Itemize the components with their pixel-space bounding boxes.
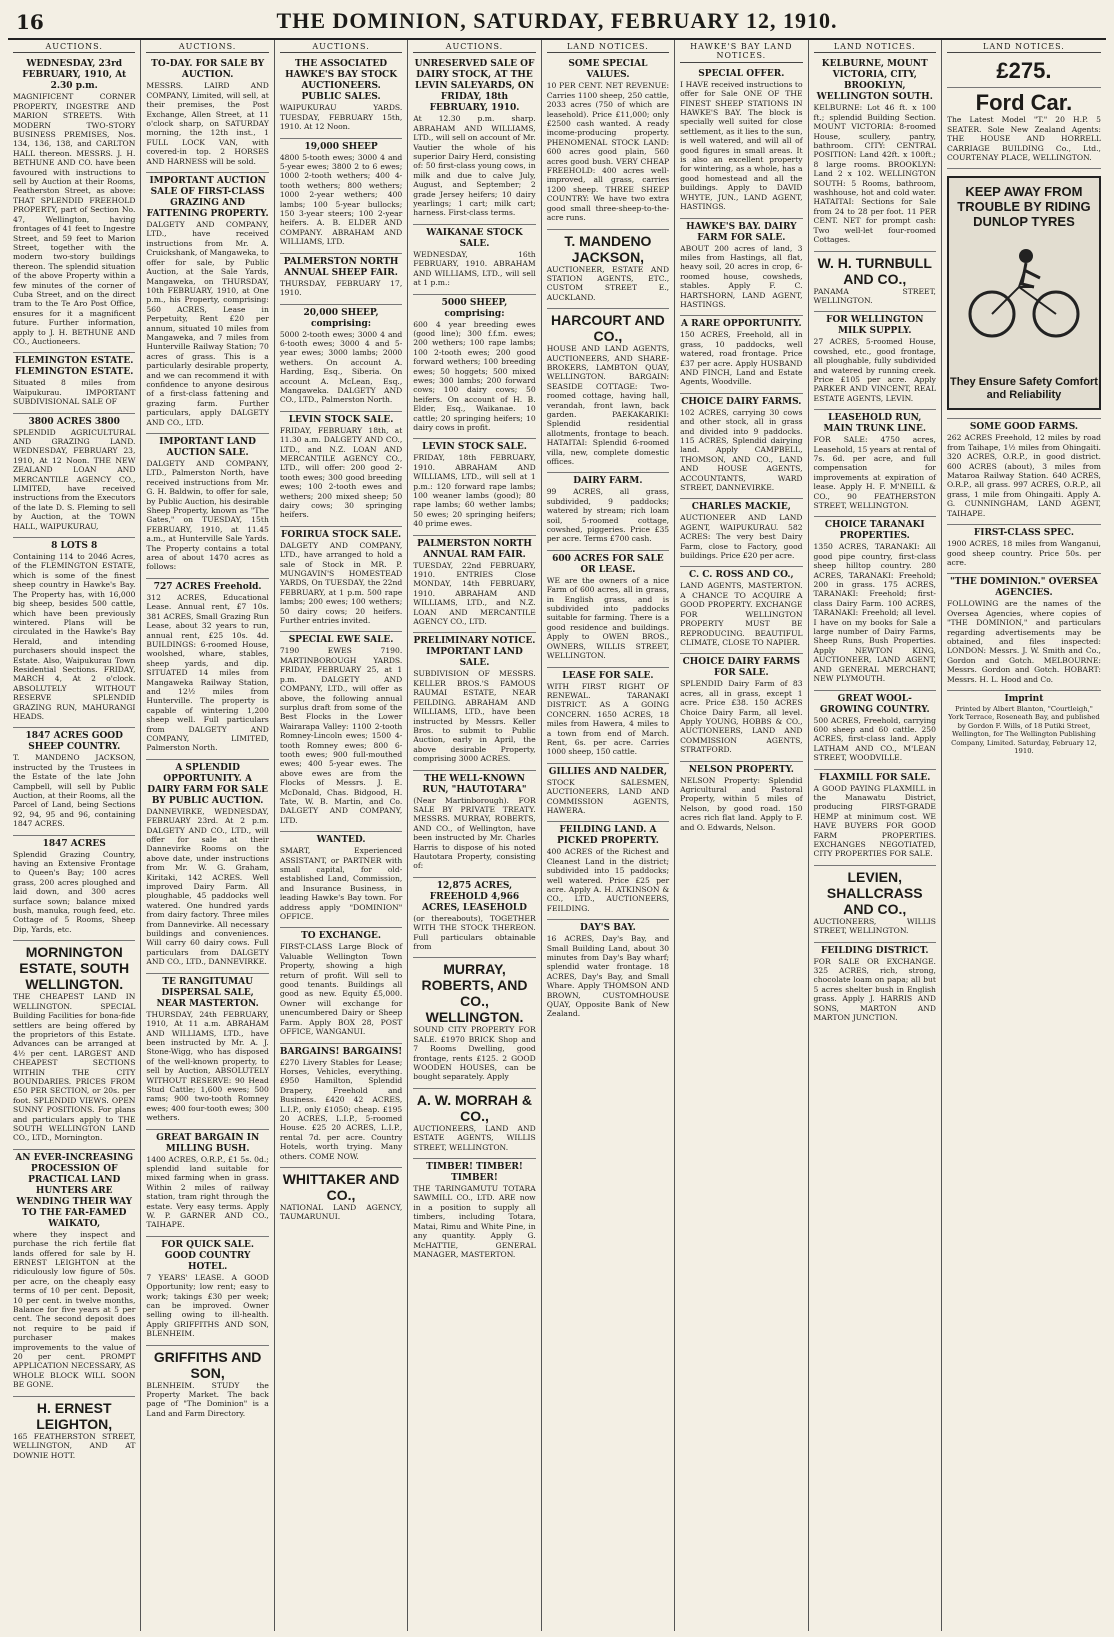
ad-heading: SOME SPECIAL VALUES. [568, 59, 648, 81]
advertisement [680, 219, 802, 317]
advertisement [947, 169, 1101, 419]
column-section-heading: HAWKE'S BAY LAND NOTICES. [680, 42, 802, 63]
advertisement [413, 1089, 535, 1159]
column-2 [141, 40, 274, 1631]
advertisement [680, 66, 802, 219]
ad-heading: PALMERSTON NORTH ANNUAL SHEEP FAIR. [283, 256, 399, 278]
advertisement [947, 419, 1101, 525]
ad-body-text: 165 FEATHERSTON STREET, WELLINGTON, AND AT DOWNIE HOTT. [13, 1431, 136, 1460]
column-section-heading: AUCTIONS. [280, 42, 402, 53]
advertisement [413, 536, 535, 634]
ad-body-text: TUESDAY, 22nd FEBRUARY, 1910. ENTRIES Close MONDAY, 14th FEBRUARY, 1910. ABRAHAM AND WILLIAMS, LTD., and N.Z. LOAN AND MERCANTILE AGENCY CO., LTD. [413, 560, 536, 627]
ad-body-text: DALGETY AND COMPANY, LTD., Palmerston North, have received instructions from Mr. G. H. Baldwin, to offer for sale, by Public Auction, his desirable Sheep Property, known as "The Gates," on TUESDAY, 15th FEBRUARY, 1910, at 11.45 a.m., at Hunterville Sale Yards. The Property contains a total area of about 1470 acres as follows: [146, 459, 269, 572]
ad-body-text: PANAMA STREET, WELLINGTON. [813, 286, 936, 305]
ad-heading: SPECIAL EWE SALE. [288, 635, 394, 646]
ad-heading: PALMERSTON NORTH ANNUAL RAM FAIR. [417, 538, 532, 560]
masthead [8, 4, 1106, 40]
ad-heading: Imprint [1004, 693, 1044, 704]
ad-heading: W. H. TURNBULL AND CO., [817, 254, 932, 287]
ad-heading: FOR QUICK SALE. GOOD COUNTRY HOTEL. [161, 1239, 254, 1272]
ad-heading: 600 ACRES FOR SALE OR LEASE. [552, 553, 664, 575]
advertisement [13, 728, 135, 835]
ad-heading: 1847 ACRES GOOD SHEEP COUNTRY. [25, 731, 123, 753]
advertisement [413, 771, 535, 878]
ad-heading: T. MANDENO JACKSON, [564, 232, 652, 265]
ad-heading: FEILDING DISTRICT. [820, 945, 929, 956]
ad-heading: WAIKANAE STOCK SALE. [426, 227, 523, 249]
advertisement [280, 1044, 402, 1168]
ad-heading: PRELIMINARY NOTICE. IMPORTANT LAND SALE. [413, 636, 536, 669]
advertisement [280, 928, 402, 1043]
ad-heading: FLEMINGTON ESTATE. FLEMINGTON ESTATE. [15, 356, 134, 378]
column-3 [275, 40, 408, 1631]
ad-body-text: MAGNIFICENT CORNER PROPERTY, INGESTRE AND MARION STREETS. With MODERN TWO-STORY BUSINESS PREMISES, Nos. 134, 136, 138, and CARLTON HALL thereon. MESSRS. J. H. BETHUNE AND CO. have been favoured with instructions to sell by Auction at their Rooms, Featherston Street, as above: THAT SPLENDID FREEHOLD PROPERTY, part of Section No. 47, Wellington, having frontages of 41 feet to Ingestre Street, and 59 feet to Marion Street, together with the modern two-story buildings thereon. The splendid situation of the above Property within a few minutes of the corner of Cuba Street, and on the direct tram to the Te Aro Post Office, ensures for it a magnificent future. Further information, apply to J. H. BETHUNE AND CO., Auctioneers. [13, 92, 136, 346]
ad-body-text: WITH FIRST RIGHT OF RENEWAL. TARANAKI DISTRICT. AS A GOING CONCERN. 1650 ACRES, 18 miles from Hawera, 4 miles to a town from end of March. Rent, 6s. per acre. Carries 1000 sheep, 150 cattle. [546, 681, 670, 757]
ad-body-text: SMART, Experienced ASSISTANT, or PARTNER with small capital, for old-established Land, Commission, and Insurance Business, in leading Hawke's Bay town. For address apply "DOMINION" OFFICE. [279, 846, 403, 922]
ad-body-text: 16 ACRES, Day's Bay, and Small Building Land, about 30 minutes from Day's Bay wharf; splendid water frontage. 18 ACRES, Day's Bay, and Small Whare. Apply THOMSON AND BROWN, CUSTOMHOUSE QUAY, Opposite Bank of New Zealand. [546, 934, 670, 1019]
ad-heading: WHITTAKER AND CO., [282, 1170, 400, 1203]
ad-heading: DAY'S BAY. [580, 923, 636, 934]
advertisement [146, 173, 268, 434]
advertisement [280, 832, 402, 928]
ad-body-text: FRIDAY, FEBRUARY 18th, at 11.30 a.m. DALGETY AND CO., LTD., and N.Z. LOAN AND MERCANTILE AGENCY CO., LTD., will offer: 200 good 2-tooth ewes; 300 good breeding ewes; 100 2-tooth ewes and wethers; 200 mixed sheep; 50 dairy cows; 30 springing heifers. [279, 425, 403, 520]
advertisement [13, 1150, 135, 1397]
ad-body-text: SPLENDID Dairy Farm of 83 acres, all in grass, except 1 acre. Price £38. 150 ACRES Choice Dairy Farm, all level. Apply YOUNG, HOBBS & CO., AUCTIONEERS, LAND AND COMMISSION AGENTS, STRATFORD. [680, 679, 803, 755]
advertisement [413, 1159, 535, 1265]
advertisement [146, 1130, 268, 1237]
ad-body-text: The Latest Model "T." 20 H.P. 5 SEATER. Sole New Zealand Agents: THE HOUSE AND HORRELL CARRIAGE BUILDING Co., Ltd., COURTENAY PLACE, WELLINGTON. [946, 115, 1101, 163]
ad-body-text: THE TARINGAMUTU TOTARA SAWMILL CO., LTD. ARE now in a position to supply all timbers, including Totara, Matai, Rimu and White Pine, in any quantity. Apply G. McHATTIE, GENERAL MANAGER, MASTERTON. [413, 1184, 536, 1259]
ad-body-text: At 12.30 p.m. sharp. ABRAHAM AND WILLIAMS, LTD., will sell on account of Mr. Vautier the whole of his superior Dairy Herd, consisting of: 50 first-class young cows, in milk and due to calve July, August, and September; 2 grade Jersey heifers; 10 dairy yearlings; 1 cart; milk cart; harness. First-class terms. [413, 114, 536, 218]
advertisement [13, 1397, 135, 1466]
advertisement [814, 312, 936, 410]
advertisement [680, 654, 802, 761]
advertisement [13, 56, 135, 353]
column-1 [8, 40, 141, 1631]
advertisement [547, 551, 669, 668]
ad-heading: LEVIEN, SHALLCRASS AND CO., [826, 868, 923, 917]
ad-body-text: 600 4 year breeding ewes (good line); 300 f.f.m. ewes; 200 wethers; 100 rape lambs; 100 2-tooth ewes; 200 good forward wethers; 100 breeding ewes; 50 hoggets; 500 mixed ewes; 300 lambs; 200 forward cows; 100 dairy cows; 50 heifers. On account of H. B. Elder, Esq., Waikanae. 10 cattle; 20 springing heifers; 10 dairy cows in profit. [413, 319, 536, 432]
ad-heading: FORIRUA STOCK SALE. [281, 529, 402, 540]
ad-heading: LEASE FOR SALE. [562, 670, 654, 681]
ad-heading: 5000 SHEEP, comprising: [441, 297, 508, 319]
advertisement [280, 527, 402, 633]
ad-heading: CHOICE DAIRY FARMS FOR SALE. [682, 657, 801, 679]
ad-body-text: A GOOD PAYING FLAXMILL in the Manawatu District, producing FIRST-GRADE HEMP at minimum cost. WE HAVE BUYERS FOR GOOD FARM PROPERTIES. EXCHANGES NEGOTIATED, CITY PROPERTIES FOR SALE. [813, 783, 936, 859]
advertisement [814, 410, 936, 517]
column-6 [675, 40, 808, 1631]
advertisement [146, 56, 268, 173]
ad-heading: 727 ACRES Freehold. [153, 581, 262, 592]
ad-body-text: FOLLOWING are the names of the Oversea Agencies, where copies of "THE DOMINION," and particulars regarding advertisements may be obtained, and files inspected: LONDON: Messrs. J. W. Smith and Co., Gordon and Gotch. MELBOURNE: Messrs. Gordon and Gotch. HOBART: Messrs. H. L. Hood and Co. [946, 599, 1101, 684]
ad-body-text: WE are the owners of a nice Farm of 600 acres, all in grass, in English grass, and is subdivided into paddocks suitable for farming. There is a good residence and buildings. Apply to OWEN BROS., OWNERS, WILLIS STREET, WELLINGTON. [546, 575, 670, 661]
advertisement [413, 633, 535, 770]
advertisement [13, 538, 135, 728]
ad-heading: HARCOURT AND CO., [550, 312, 665, 345]
ad-body-text: 400 ACRES of the Richest and Cleanest Land in the district; subdivided into 15 paddocks; well watered. Price £25 per acre. Apply A. H. ATKINSON & CO., LTD., AUCTIONEERS, FEILDING. [546, 847, 670, 913]
column-section-heading: AUCTIONS. [13, 42, 135, 53]
column-section-heading: AUCTIONS. [146, 42, 268, 53]
ad-heading: A RARE OPPORTUNITY. [680, 319, 802, 330]
ad-heading: THE WELL-KNOWN RUN, "HAUTOTARA" [422, 773, 527, 795]
ad-body-text: ABOUT 200 acres of land, 3 miles from Hastings, all flat, heavy soil, 20 acres in crop, 6-roomed house, cowsheds, stables. Apply F. C. HARTSHORN, LAND AGENT, HASTINGS. [680, 243, 803, 309]
ad-body-text: THURSDAY, FEBRUARY 17, 1910. [279, 278, 403, 298]
ad-heading: WANTED. [316, 835, 366, 846]
ad-heading: SPECIAL OFFER. [698, 68, 785, 79]
ad-body-text: MESSRS. LAIRD AND COMPANY, Limited, will sell, at their premises, the Post Exchange, Allen Street, at 11 o'clock sharp, on SATURDAY morning, the 12th inst., 1 FULL LOCK VAN, with covered-in top. 2 HORSES AND HARNESS will be sold. [146, 81, 269, 166]
advertisement [146, 1346, 268, 1425]
ad-heading: AN EVER-INCREASING PROCESSION OF PRACTICAL LAND HUNTERS ARE WENDING THEIR WAY TO THE FAR-FAMED WAIKATO, [15, 1152, 134, 1229]
dunlop-tyres-poster [947, 176, 1101, 410]
ad-body-text: Situated 8 miles from Waipukurau. IMPORTANT SUBDIVISIONAL SALE OF [13, 378, 136, 407]
ad-body-text: 500 ACRES, Freehold, carrying 600 sheep and 60 cattle. 250 ACRES, first-class land. Apply LATHAM AND CO., M'LEAN STREET, WOODVILLE. [813, 715, 936, 763]
ad-body-text: 1400 ACRES, O.R.P., £1 5s. 0d.; splendid land suitable for mixed farming when in grass. Within 2 miles of railway station, tram right through the estate. Very easy terms. Apply W. P. GARNER AND CO., TAIHAPE. [146, 1154, 269, 1230]
ad-body-text: WAIPUKURAU YARDS. TUESDAY, FEBRUARY 15th, 1910. At 12 Noon. [279, 103, 403, 132]
ad-body-text: FRIDAY, 18th FEBRUARY, 1910. ABRAHAM AND WILLIAMS, LTD., will sell at 1 p.m.: 120 forward rape lambs; 100 weaner lambs (good); 80 rape lambs; 60 wether lambs; 50 ewes; 20 springing heifers; 40 prime ewes. [413, 453, 536, 529]
column-5 [542, 40, 675, 1631]
ad-heading: LEVIN STOCK SALE. [288, 414, 394, 425]
advertisement [947, 691, 1101, 761]
advertisement [280, 305, 402, 412]
ad-heading: LEASEHOLD RUN, MAIN TRUNK LINE. [823, 413, 926, 435]
ad-heading: BARGAINS! BARGAINS! [279, 1046, 403, 1057]
ad-heading: NELSON PROPERTY. [688, 764, 794, 775]
advertisement [280, 1168, 402, 1228]
advertisement [547, 56, 669, 229]
advertisement [146, 760, 268, 974]
ad-body-text: SUBDIVISION OF MESSRS. KELLER BROS.'S FAMOUS RAUMAI ESTATE, NEAR FEILDING. ABRAHAM AND WILLIAMS, LTD., have been instructed by Messrs. Keller Bros. to submit to Public Auction, early in April, the above desirable Property, comprising 3000 ACRES. [413, 669, 536, 764]
advertisement [280, 632, 402, 832]
advertisement [413, 295, 535, 440]
ad-heading: KELBURNE, MOUNT VICTORIA, CITY, BROOKLYN, WELLINGTON SOUTH. [816, 59, 933, 103]
ad-heading: H. ERNEST LEIGHTON, [36, 1399, 113, 1432]
ad-body-text: 7 YEARS' LEASE. A GOOD Opportunity; low rent; easy to work; takings £30 per week; can be improved. Owner selling owing to ill-health. Apply GRIFFITHS AND SON, BLENHEIM. [146, 1272, 269, 1339]
advertisement [280, 139, 402, 254]
ad-body-text: 27 ACRES, 5-roomed House, cowshed, etc., good frontage, all ploughable, fully subdivided and watered by running creek. Price £105 per acre. Apply PARKER AND VINCENT, REAL ESTATE AGENTS, LEVIN. [813, 337, 936, 403]
ad-body-text: AUCTIONEERS, LAND AND ESTATE AGENTS, WILLIS STREET, WELLINGTON. [413, 1123, 536, 1152]
ad-heading: 3800 ACRES 3800 [28, 416, 120, 427]
advertisement [814, 56, 936, 251]
ad-heading: TO-DAY. FOR SALE BY AUCTION. [151, 59, 265, 81]
ad-body-text: I HAVE received instructions to offer for Sale ONE OF THE FINEST SHEEP STATIONS IN HAWKE'S BAY. The block is specially well suited for close settlement, as it lies to the sun, is well watered, and will all of good figures in small areas. It is also an excellent property for wintering, as a whole, has a good homestead and all the buildings. Apply to DAVID WHYTE, JUN., LAND AGENT, HASTINGS. [680, 79, 803, 212]
advertisement [947, 88, 1101, 169]
ad-body-text: 10 PER CENT. NET REVENUE: Carries 1100 sheep, 250 cattle, 2033 acres (750 of which are leasehold). Price £11,000; only £2500 cash wanted. A ready income-producing property. PHENOMENAL STOCK LAND: 600 acres good plain, 560 acres good bush. VERY CHEAP FREEHOLD: 400 acres well-improved, all grass, carries 1200 sheep. THREE SHEEP COUNTRY: We have two extra good small three-sheep-to-the-acre runs. [546, 81, 670, 223]
ad-body-text: 5000 2-tooth ewes; 3000 4 and 6-tooth ewes; 3000 4 and 5-year ewes; 3000 lambs; 2000 wethers. On account A. Harding, Esq., Siberia. On account A. McLean, Esq., Mangaweka. DALGETY AND CO., LTD., Palmerston North. [279, 329, 403, 405]
ad-body-text: where they inspect and purchase the rich fertile flat lands offered for sale by H. ERNEST LEIGHTON at the ridiculously low figure of 50s. per acre, on the cheaply easy terms of 10 per cent. Deposit, 10 per cent. in twelve months, Balance for five years at 5 per cent. The second deposit does not require to be paid if purchaser makes improvements to the value of 20 per cent. PROMPT APPLICATION NECESSARY, AS WHOLE BLOCK WILL SOON BE GONE. [13, 1229, 136, 1390]
ad-body-text: AUCTIONEERS, WILLIS STREET, WELLINGTON. [813, 916, 936, 936]
ad-heading: DAIRY FARM. [573, 476, 643, 487]
ad-heading: 8 LOTS 8 [51, 541, 98, 552]
ad-heading: THE ASSOCIATED HAWKE'S BAY STOCK AUCTIONEERS. PUBLIC SALES. [285, 59, 398, 103]
advertisement [280, 56, 402, 138]
advertisement [146, 974, 268, 1130]
ad-body-text: DALGETY AND COMPANY, LTD., have arranged to hold a sale of Stock in MR. P. MUNGAVIN'S HOMESTEAD YARDS, On TUESDAY, the 22nd FEBRUARY, at 1 p.m. 500 rape lambs; 200 ewes; 100 wethers; 50 dairy cows; 20 heifers. Further entries invited. [279, 540, 403, 626]
advertisement [547, 473, 669, 550]
ad-heading: SOME GOOD FARMS. [969, 422, 1079, 433]
ad-heading: TIMBER! TIMBER! TIMBER! [426, 1162, 523, 1184]
advertisement [413, 958, 535, 1088]
advertisement [814, 252, 936, 313]
ad-body-text: AUCTIONEER, ESTATE AND STATION AGENTS, ETC., CUSTOM STREET E., AUCKLAND. [546, 264, 670, 302]
newspaper-title: THE DOMINION, SATURDAY, FEBRUARY 12, 1910. [276, 8, 838, 33]
advertisement [547, 668, 669, 764]
ad-body-text: SPLENDID AGRICULTURAL AND GRAZING LAND. WEDNESDAY, FEBRUARY 23, 1910, At 12 Noon. THE NEW ZEALAND LOAN AND MERCANTILE AGENCY CO., LIMITED, have received instructions from the Executors of the late D. S. Fleming to sell by Auction, at the TOWN HALL, WAIPUKURAU, [13, 427, 136, 531]
ad-body-text: 4800 5-tooth ewes; 3000 4 and 5-year ewes; 3800 2 to 6 ewes; 1000 2-tooth wethers; 400 4-tooth wethers; 800 wethers; 1000 2-year wethers; 400 lambs; 100 5-year bullocks; 150 3-year steers; 100 2-year heifers. A. B. ELDER AND COMPANY. ABRAHAM AND WILLIAMS, LTD. [279, 152, 403, 247]
ad-heading: £275. [996, 58, 1052, 84]
ad-body-text: WEDNESDAY, 16th FEBRUARY, 1910. ABRAHAM AND WILLIAMS, LTD., will sell at 1 p.m.: [413, 249, 536, 288]
ad-heading: GRIFFITHS AND SON, [153, 1348, 262, 1381]
advertisement [413, 56, 535, 224]
ad-heading: LEVIN STOCK SALE. [422, 442, 527, 453]
advertisement [13, 353, 135, 413]
column-8 [942, 40, 1106, 1631]
advertisement [146, 434, 268, 579]
ad-heading: Ford Car. [975, 90, 1073, 116]
ad-heading: FLAXMILL FOR SALE. [819, 772, 931, 783]
ad-heading: IMPORTANT LAND AUCTION SALE. [159, 437, 256, 458]
ad-heading: FEILDING LAND. A PICKED PROPERTY. [556, 825, 659, 847]
advertisement [13, 836, 135, 942]
ad-body-text: FOR SALE OR EXCHANGE. 325 ACRES, rich, strong, chocolate loam on papa; all but 5 acres shelter bush in English grass. Apply J. HARRIS AND SONS, MARTON AND MARTON JUNCTION. [813, 956, 936, 1023]
ad-body-text: FIRST-CLASS Large Block of Valuable Wellington Town Property, showing a high return of profit. Will sell to good tenants. Buildings all good as new. Equity £5,000. Owner will exchange for unencumbered Dairy or Sheep Farm. Apply BOX 28, POST OFFICE, WANGANUI. [279, 942, 403, 1037]
ad-body-text: (Near Martinborough). FOR SALE BY PRIVATE TREATY. MESSRS. MURRAY, ROBERTS, AND CO., of Wellington, have been instructed by Mr. Charles Harris to dispose of his noted Hautotara Property, consisting of: [413, 795, 536, 871]
advertisement [547, 920, 669, 1025]
advertisement [146, 1237, 268, 1346]
ad-heading: HAWKE'S BAY. DAIRY FARM FOR SALE. [686, 221, 797, 243]
ad-body-text: 102 ACRES, carrying 30 cows and other stock, all in grass and divided into 9 paddocks. 115 ACRES, Splendid dairying land. Apply CAMPBELL, THOMSON, AND CO., LAND AND HOUSE AGENTS, ACCOUNTANTS, WARD STREET, DANNEVIRKE. [680, 407, 803, 493]
columns-container [8, 40, 1106, 1631]
ad-body-text: AUCTIONEER AND LAND AGENT, WAIPUKURAU. 582 ACRES: The very best Dairy Farm, close to Factory, good buildings. Price £20 per acre. [680, 513, 803, 561]
poster-tagline: They Ensure Safety Comfort and Reliability [949, 376, 1098, 402]
ad-body-text: Splendid Grazing Country, having an Extensive Frontage to Queen's Bay; 100 acres grass, 200 acres ploughed and laid down, and 300 acres surface sown; balance mixed bush, manuka, rough feed, etc. Cottage of 5 Rooms, Sheep Dip, Yards, etc. [13, 849, 136, 934]
advertisement [413, 439, 535, 535]
ad-body-text: 1350 ACRES, TARANAKI: All good pipe country, first-class sheep hilltop country. 280 ACRES, TARANAKI: Freehold; 200 in grass. 175 ACRES, TARANAKI: Freehold; first-class Dairy Farm. 100 ACRES, TARANAKI: Freehold; all level. I have on my books for Sale a large number of Dairy Farms, Sheep Runs, Bush Properties. Apply NEWTON KING, AUCTIONEER, LAND AGENT, AND GENERAL MERCHANT, NEW PLYMOUTH. [813, 542, 936, 684]
ad-body-text: £270 Livery Stables for Lease; Horses, Vehicles, everything. £950 Hamilton, Splendid Drapery, Freehold and Business. £420 42 ACRES, L.I.P., only £1050; cheap. £195 20 ACRES, L.I.P., 5-roomed House. £25 20 ACRES, L.I.P., rental 7d. per acre. Country Hotels, worth trying. Many others. COME NOW. [279, 1057, 403, 1161]
ad-body-text: (or thereabouts), TOGETHER WITH THE STOCK THEREON. Full particulars obtainable from [413, 913, 536, 951]
page-number: 16 [16, 10, 44, 34]
advertisement [680, 316, 802, 393]
ad-body-text: T. MANDENO JACKSON, instructed by the Trustees in the Estate of the late John Campbell, will sell by Public Auction, at their Rooms, all the Parcel of Land, being Sections 92, 94, 95 and 96, containing 1847 ACRES. [13, 753, 136, 829]
ad-heading: GREAT WOOL-GROWING COUNTRY. [819, 693, 930, 715]
ad-body-text: 99 ACRES, all grass, subdivided, 9 paddocks; watered by stream; rich loam soil, 5-roomed cottage, cowshed, piggeries. Price £35 per acre. Terms £700 cash. [546, 487, 670, 544]
advertisement [13, 414, 135, 538]
ad-body-text: Printed by Albert Blanton, "Courtleigh," York Terrace, Roseneath Bay, and published by Gordon F. Wills, of 18 Putiki Street, Wellington, for The Wellington Publishing Company, Limited. Saturday, February 12, 1910. [948, 704, 1100, 755]
ad-body-text: THURSDAY, 24th FEBRUARY, 1910, At 11 a.m. ABRAHAM AND WILLIAMS, LTD., have been instructed by Mr. A. J. Stone-Wigg, who has disposed of the well-known property, to sell by Auction, ABSOLUTELY WITHOUT RESERVE: 90 Head Stud Cattle; 1,600 ewes; 500 rams; 900 two-tooth Romney ewes; 400 four-tooth ewes; 300 wethers. [146, 1009, 269, 1123]
cyclist-illustration-icon [964, 242, 1084, 342]
ad-heading: CHOICE TARANAKI PROPERTIES. [824, 520, 925, 542]
ad-heading: 19,000 SHEEP [304, 141, 378, 152]
ad-body-text: Containing 114 to 2046 Acres, of the FLEMINGTON ESTATE, which is some of the finest sheep country in Hawke's Bay. The Property has, with 16,000 big sheep, besides 500 cattle, which have been previously wintered. Plans will be circulated in the Hawke's Bay Herald, and intending purchasers should inspect the Estate. Also, Waipukurau Town Residential Sections. FRIDAY, MARCH 4, At 2 o'clock. ABSOLUTELY WITHOUT RESERVE SPLENDID GRAZING RUN, MAHURANGI HEADS. [13, 552, 136, 721]
column-section-heading: LAND NOTICES. [814, 42, 936, 53]
ad-body-text: 262 ACRES Freehold, 12 miles by road from Taihape, 1½ miles from Ohingaiti. 320 ACRES, O.R.P., in good district. 600 ACRES (about), 3 miles from Mataroa Railway Station. 640 ACRES, O.R.P., all grass. 997 ACRES, O.R.P., all grass, 1 mile from Ohingaiti. Apply A. G. CUNNINGHAM, LAND AGENT, TAIHAPE. [946, 433, 1101, 518]
ad-body-text: 312 ACRES, Educational Lease. Annual rent, £7 10s. 381 ACRES, Small Grazing Run Lease, about 32 years to run, annual rent, £25 10s. 4d. BUILDINGS: 6-roomed House, woolshed, whare, stables, sheep yards, and dip. SITUATED 14 miles from Mangaweka Railway Station, and 12½ miles from Hunterville. The property is capable of wintering 1,200 sheep well. Full particulars from DALGETY AND COMPANY, LIMITED, Palmerston North. [146, 592, 269, 753]
advertisement [680, 499, 802, 567]
ad-heading: TE RANGITUMAU DISPERSAL SALE, NEAR MASTERTON. [156, 976, 259, 1009]
ad-heading: "THE DOMINION." OVERSEA AGENCIES. [949, 577, 1098, 599]
advertisement [547, 764, 669, 823]
advertisement [413, 225, 535, 295]
ad-body-text: STOCK SALESMEN, AUCTIONEERS, LAND AND COMMISSION AGENTS, HAWERA. [546, 777, 670, 815]
ad-heading: CHARLES MACKIE, [691, 502, 791, 513]
ad-heading: A. W. MORRAH & CO., [416, 1091, 533, 1124]
advertisement [680, 567, 802, 654]
advertisement [13, 941, 135, 1150]
advertisement [413, 878, 535, 959]
advertisement [814, 691, 936, 770]
advertisement [947, 574, 1101, 691]
ad-body-text: SOUND CITY PROPERTY FOR SALE. £1970 BRICK Shop and 7 Rooms Dwelling, good frontage, rents £125. 2 GOOD WOODEN HOUSES, can be bought separately. Apply [413, 1025, 536, 1082]
ad-heading: MORNINGTON ESTATE, SOUTH WELLINGTON. [19, 944, 130, 993]
column-section-heading: LAND NOTICES. [547, 42, 669, 53]
advertisement [947, 56, 1101, 88]
column-section-heading: LAND NOTICES. [947, 42, 1101, 53]
ad-body-text: FOR SALE: 4750 acres, Leasehold, 15 years at rental of 7s. 6d. per acre, and full compensation for improvements at expiration of lease. Apply H. F. M'NEILL & CO., 90 FEATHERSTON STREET, WELLINGTON. [813, 435, 936, 510]
ad-heading: IMPORTANT AUCTION SALE OF FIRST-CLASS GRAZING AND FATTENING PROPERTY. [146, 176, 269, 220]
ad-body-text: NELSON Property: Splendid Agricultural and Pastoral Property, within 5 miles of Nelson, by good road. 150 acres rich flat land. Apply to F. and O. Edwards, Nelson. [680, 775, 803, 832]
column-4 [408, 40, 541, 1631]
ad-body-text: THE CHEAPEST LAND IN WELLINGTON. SPECIAL Building Facilities for bona-fide settlers are being offered by the proprietors of this Estate. Advances can be arranged at 4½ per cent. LARGEST AND CHEAPEST SECTIONS WITHIN THE CITY BOUNDARIES. PRICES FROM £50 PER SECTION, or 20s. per foot. SPLENDID VIEWS. OPEN SUNNY POSITIONS. For plans and particulars apply to THE SOUTH WELLINGTON LAND CO., LTD., Mornington. [13, 992, 136, 1143]
advertisement [146, 579, 268, 760]
ad-body-text: 150 ACRES, Freehold, all in grass, 10 paddocks, well watered, road frontage. Price £37 per acre. Apply HUSBAND AND FINCH, Land and Estate Agents, Woodville. [680, 330, 803, 387]
ad-heading: FIRST-CLASS SPEC. [973, 528, 1075, 539]
ad-heading: WEDNESDAY, 23rd FEBRUARY, 1910, At 2.30 p.m. [22, 59, 127, 92]
advertisement [547, 822, 669, 920]
advertisement [814, 517, 936, 690]
column-7 [809, 40, 942, 1631]
advertisement [814, 770, 936, 866]
ad-heading: 12,875 ACRES, FREEHOLD 4,966 ACRES, LEASEHOLD [422, 880, 527, 913]
column-section-heading: AUCTIONS. [413, 42, 535, 53]
ad-body-text: LAND AGENTS, MASTERTON. A CHANCE TO ACQUIRE A GOOD PROPERTY. EXCHANGE FOR WELLINGTON PROPERTY MUST BE REPRODUCING. BEAUTIFUL CLIMATE, CLOSE TO NAPIER. [680, 581, 803, 647]
ad-heading: A SPLENDID OPPORTUNITY. A DAIRY FARM FOR SALE BY PUBLIC AUCTION. [147, 762, 268, 806]
ad-heading: FOR WELLINGTON MILK SUPPLY. [826, 315, 924, 337]
poster-headline: KEEP AWAY FROM TROUBLE BY RIDING DUNLOP TYRES [957, 184, 1091, 230]
ad-body-text: 1900 ACRES, 18 miles from Wanganui, good sheep country. Price 50s. per acre. [946, 539, 1101, 567]
advertisement [814, 866, 936, 943]
advertisement [547, 230, 669, 310]
ad-body-text: DALGETY AND COMPANY, LTD., have received instructions from Mr. A. Cruickshank, of Mangaweka, to offer for sale, by Public Auction, at the Sale Yards, Mangaweka, on THURSDAY, 10th FEBRUARY, 1910, at One p.m., his Property, comprising: 560 ACRES, Lease in Perpetuity, Rent £20 per annum, situated 10 miles from Mangaweka, and 7 miles from Hunterville Railway Station; 70 acres of grass. This is a particularly desirable property, and we can recommend it with confidence to anyone desirous of a first-class fattening and grazing farm. Further particulars, apply DALGETY AND CO., LTD. [146, 220, 269, 427]
ad-heading: TO EXCHANGE. [301, 931, 382, 942]
ad-heading: GILLIES AND NALDER, [548, 766, 667, 777]
ad-heading: C. C. ROSS AND CO., [688, 570, 794, 581]
advertisement [280, 412, 402, 527]
advertisement [947, 525, 1101, 574]
ad-body-text: NATIONAL LAND AGENCY, TAUMARUNUI. [279, 1202, 403, 1222]
ad-heading: UNRESERVED SALE OF DAIRY STOCK, AT THE LEVIN SALEYARDS, ON FRIDAY, 18th FEBRUARY, 1910. [414, 59, 535, 114]
ad-heading: CHOICE DAIRY FARMS. [681, 396, 802, 407]
ad-body-text: KELBURNE: Lot 46 ft. x 100 ft.; splendid Building Section. MOUNT VICTORIA: 8-roomed House, scullery, pantry, bathroom. CITY: CENTRAL POSITION: Land 42ft. x 100ft.; 8 large rooms. BROOKLYN: Land 2 x 102. WELLINGTON SOUTH: 5 Rooms, bathroom, washhouse, hot and cold water. HATAITAI: Sections for Sale from 24 to 28 per foot. 11 PER CENT. NET for prompt cash: Two well-let four-roomed Cottages. [813, 103, 936, 245]
advertisement [280, 254, 402, 305]
advertisement [680, 762, 802, 838]
advertisement [814, 943, 936, 1029]
ad-heading: GREAT BARGAIN IN MILLING BUSH. [156, 1132, 260, 1154]
ad-heading: 1847 ACRES [42, 838, 106, 849]
advertisement [547, 309, 669, 473]
advertisement [680, 394, 802, 500]
ad-body-text: BLENHEIM. STUDY the Property Market. The back page of "The Dominion" is a Land and Farm Directory. [146, 1380, 269, 1418]
ad-heading: 20,000 SHEEP, comprising: [303, 307, 379, 329]
ad-heading: MURRAY, ROBERTS, AND CO., WELLINGTON. [421, 961, 528, 1026]
ad-body-text: HOUSE AND LAND AGENTS, AUCTIONEERS, AND SHARE-BROKERS, LAMBTON QUAY, WELLINGTON. BARGAIN: SEASIDE COTTAGE: Two-roomed cottage, having hall, verandah, front lawn, back garden. PAEKAKARIKI: Splendid residential allotments, frontage to beach. HATAITAI: Splendid 6-roomed villa, new, complete domestic offices. [546, 344, 670, 466]
ad-body-text: DANNEVIRKE, WEDNESDAY, FEBRUARY 23rd. At 2 p.m. DALGETY AND CO., LTD., will offer for sale at their Dannevirke Rooms on the above date, under instructions from Mr. W. G. Graham, Kiritaki, 142 ACRES. Well improved Dairy Farm. All ploughable, 45 paddocks well watered. One hundred yards from dairy factory. Three miles from Dannevirke. All necessary buildings and conveniences. Will carry 60 dairy cows. Full particulars from DALGETY AND CO., LTD., DANNEVIRKE. [146, 806, 269, 967]
ad-body-text: 7190 EWES 7190. MARTINBOROUGH YARDS. FRIDAY, FEBRUARY 25, at 1 p.m. DALGETY AND COMPANY, LTD., will offer as above, the following annual surplus draft from some of the Best Flocks in the Lower Wairarapa Valley: 1100 2-tooth Romney-Lincoln ewes; 1500 4-tooth Romney ewes; 800 6-tooth ewes; 900 full-mouthed ewes; 400 5-year ewes. The above ewes are from the Flocks of Messrs. J. E. McDonald, Chas. Bidgood, H. Tate, W. B. Martin, and Co. DALGETY AND COMPANY, LTD. [279, 646, 403, 825]
